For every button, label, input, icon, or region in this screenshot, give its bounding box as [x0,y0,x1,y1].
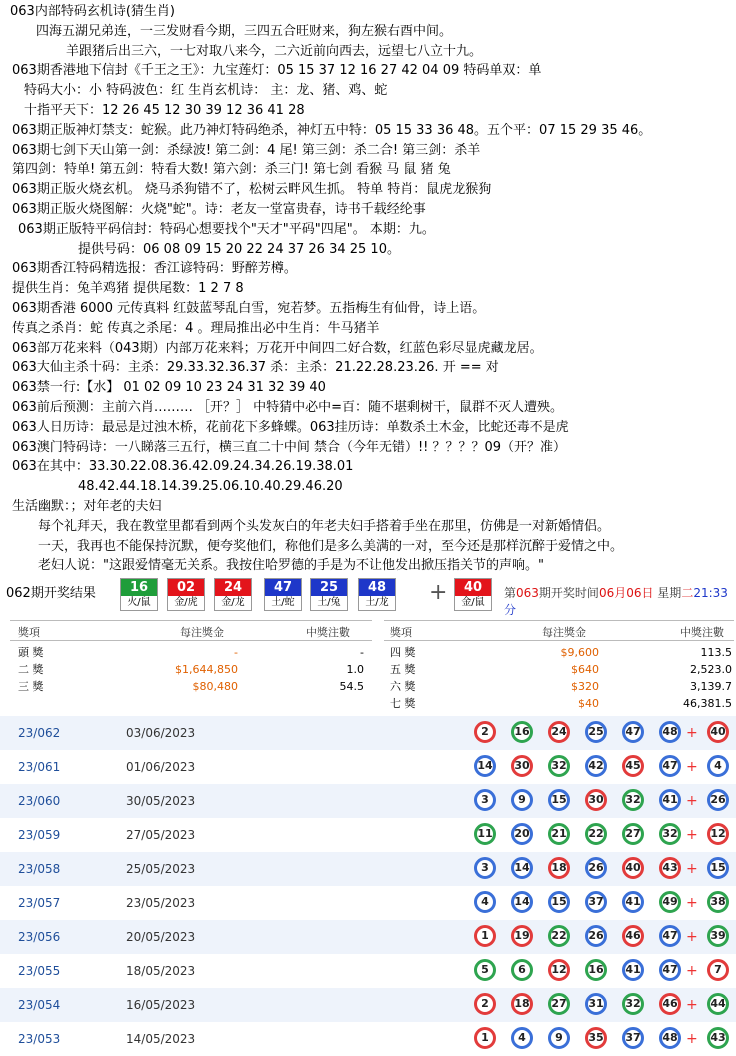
last-draw-ball [264,578,302,611]
history-ball: 19 [511,925,533,947]
draw-code: 23/054 [18,998,61,1012]
info-time: 21:33分 [504,586,728,617]
ball-number: 47 [265,579,301,596]
history-row [0,716,736,750]
history-ball: 1 [474,1027,496,1049]
history-ball: 22 [548,925,570,947]
ball-zodiac: 火/鼠 [127,597,151,608]
draw-code: 23/062 [18,726,61,740]
history-ball: 15 [548,891,570,913]
prize-header-amount-right: 每注獎金 [542,626,586,639]
draw-code: 23/061 [18,760,61,774]
ball-number: 24 [215,579,251,596]
prize-amount: $1,644,850 [175,663,238,676]
draw-date: 16/05/2023 [126,998,196,1012]
info-pre: 第 [504,586,517,600]
history-ball: 47 [622,721,644,743]
text-line: 063期正版特平码信封：特码心想要找个"天才"平码"四尾"。 本期：九。 [18,221,435,237]
info-weekday: 二 [681,586,694,600]
last-draw-ball [310,578,348,611]
last-draw-title: 062期开奖结果 [6,586,96,601]
text-line: 063澳门特码诗：一八睇落三五行，横三直二十中间 禁合（今年无错）!! ？？？？09（开？准） [12,439,567,455]
last-draw-ball [120,578,158,611]
ball-zodiac: 土/兔 [317,597,341,608]
history-ball: 45 [622,755,644,777]
history-ball: 3 [474,789,496,811]
ball-number: 16 [121,579,157,596]
prize-item: 四 獎 [390,646,416,659]
ball-zodiac: 土/龙 [365,597,389,608]
history-ball: 41 [659,789,681,811]
text-line: 十指平天下：12 26 45 12 30 39 12 36 41 28 [24,103,305,118]
history-ball: 35 [585,1027,607,1049]
history-ball: 32 [659,823,681,845]
text-line: 063部万花来料（043期）内部万花来料；万花开中间四二好合数，红蓝色彩尽显虎藏龙居。 [12,340,543,356]
draw-code: 23/057 [18,896,61,910]
prize-amount: $640 [571,663,599,676]
draw-date: 01/06/2023 [126,760,196,774]
text-line: 老妇人说："这跟爱情毫无关系。我按住哈罗德的手是为不让他发出掀压指关节的声响。" [38,558,544,574]
text-line: 063人日历诗：最忌是过浊木桥，花前花下多蜂蝶。063挂历诗：单数杀土木金，比蛇还毒不是虎 [12,419,569,435]
history-ball: 9 [548,1027,570,1049]
text-line: 063前后预测：主前六肖……… ［开？］ 中特猜中必中=百：随不堪剩树干，鼠群不灭人遭殃。 [12,400,563,415]
history-ball: 22 [585,823,607,845]
history-row [0,750,736,784]
history-ball: 14 [511,857,533,879]
ball-zodiac: 土/蛇 [271,597,295,608]
history-ball: 37 [585,891,607,913]
history-ball: 3 [474,857,496,879]
plus-sign: + [686,895,698,911]
history-ball: 2 [474,993,496,1015]
ball-zodiac: 金/龙 [221,597,245,608]
last-draw-strip [0,576,736,617]
history-ball: 20 [511,823,533,845]
text-line: 063禁一行:【水】 01 02 09 10 23 24 31 32 39 40 [12,380,326,396]
plus-sign: + [686,1031,698,1047]
plus-sign: + [686,725,698,741]
plus-sign: + [686,759,698,775]
history-ball: 41 [622,891,644,913]
draw-date: 30/05/2023 [126,794,196,808]
draw-code: 23/055 [18,964,61,978]
draw-date: 18/05/2023 [126,964,196,978]
history-ball: 41 [622,959,644,981]
draw-code: 23/060 [18,794,61,808]
history-ball: 14 [511,891,533,913]
text-line: 48.42.44.18.14.39.25.06.10.40.29.46.20 [78,479,343,495]
history-ball: 31 [585,993,607,1015]
plus-sign: + [686,793,698,809]
text-line: 063期正版火烧图解：火烧"蛇"。诗：老友一堂富贵春，诗书千载经纶事 [12,202,426,217]
history-ball: 32 [548,755,570,777]
text-line: 063期正版神灯禁支：蛇猴。此乃神灯特码绝杀，神灯五中特：05 15 33 36 48。五个平：07 15 29 35 46。 [12,122,652,138]
text-line: 提供号码：06 08 09 15 20 22 24 37 26 34 25 10。 [78,241,400,257]
info-period: 063 [516,586,539,600]
prize-item: 二 獎 [18,663,44,676]
text-line: 每个礼拜天，我在教堂里都看到两个头发灰白的年老夫妇手搭着手坐在那里，仿佛是一对新婚情侣。 [38,518,611,534]
prize-item: 頭 獎 [18,646,44,659]
history-ball: 43 [659,857,681,879]
history-special-ball: 26 [707,789,729,811]
text-line: 提供生肖：兔羊鸡猪 提供尾数：1 2 7 8 [12,281,244,297]
history-ball: 12 [548,959,570,981]
draw-date: 03/06/2023 [126,726,196,740]
plus-sign: + [429,580,448,605]
text-line: 063期香港 6000 元传真料 红鼓蓝琴乱白雪，宛若梦。五指梅生有仙骨，诗上语。 [12,301,486,316]
history-ball: 32 [622,789,644,811]
last-draw-ball [358,578,396,611]
text-line: 第四剑：特单! 第五剑：特看大数! 第六剑：杀三门! 第七剑 看猴 马 鼠 猪 兔 [12,162,451,178]
history-ball: 2 [474,721,496,743]
draw-code: 23/059 [18,828,61,842]
prize-count: 54.5 [339,680,364,693]
prize-amount: $40 [578,697,599,710]
history-row [0,852,736,886]
history-special-ball: 15 [707,857,729,879]
ball-number: 25 [311,579,347,596]
history-ball: 47 [659,925,681,947]
history-row [0,954,736,988]
prize-count: 1.0 [346,663,364,676]
draw-code: 23/056 [18,930,61,944]
history-ball: 30 [511,755,533,777]
history-ball: 48 [659,721,681,743]
plus-sign: + [686,861,698,877]
history-ball: 24 [548,721,570,743]
history-row [0,988,736,1022]
history-ball: 18 [548,857,570,879]
history-ball: 46 [659,993,681,1015]
text-line: 063内部特码玄机诗(猜生肖) [10,4,175,19]
history-special-ball: 12 [707,823,729,845]
history-ball: 47 [659,959,681,981]
history-special-ball: 38 [707,891,729,913]
prize-amount: $9,600 [560,646,599,659]
history-ball: 27 [548,993,570,1015]
text-line: 063期七剑下天山第一剑：杀绿波! 第二剑：4 尾! 第三剑：杀二合! 第三剑：杀羊 [12,142,481,158]
text-line: 063期香港地下信封《千王之王》：九宝莲灯：05 15 37 12 16 27 42 04 09 特码单双：单 [12,63,542,79]
history-row [0,784,736,818]
history-special-ball: 40 [707,721,729,743]
text-line: 特码大小：小 特码波色：红 生肖玄机诗： 主：龙、猪、鸡、蛇 [24,83,388,99]
history-ball: 4 [511,1027,533,1049]
draw-code: 23/053 [18,1032,61,1046]
prize-count: 3,139.7 [690,680,732,693]
prize-item: 七 獎 [390,697,416,710]
prize-count: 2,523.0 [690,663,732,676]
history-ball: 9 [511,789,533,811]
text-line: 063期香江特码精选报：香江谚特码：野醉芳樽。 [12,261,297,277]
prize-table [0,612,736,712]
text-line: 063期正版火烧玄机。 烧马杀狗错不了，松树云畔风生抓。 特单 特肖：鼠虎龙猴狗 [12,182,492,198]
history-ball: 5 [474,959,496,981]
plus-sign: + [686,963,698,979]
plus-sign: + [686,929,698,945]
special-ball [454,578,492,611]
text-line: 一天，我再也不能保持沉默，便夸奖他们，称他们是多么美满的一对，至今还是那样沉醉于爱情之中。 [38,538,624,554]
ball-number: 48 [359,579,395,596]
prize-header-count: 中獎注數 [306,626,350,639]
history-ball: 6 [511,959,533,981]
history-row [0,886,736,920]
draw-date: 20/05/2023 [126,930,196,944]
history-row [0,920,736,954]
prize-header-amount: 每注獎金 [180,626,224,639]
last-draw-ball [167,578,205,611]
ball-zodiac: 金/鼠 [461,597,485,608]
last-draw-ball [214,578,252,611]
history-ball: 32 [622,993,644,1015]
history-ball: 37 [622,1027,644,1049]
history-ball: 26 [585,925,607,947]
history-ball: 18 [511,993,533,1015]
history-ball: 40 [622,857,644,879]
history-ball: 47 [659,755,681,777]
history-ball: 48 [659,1027,681,1049]
text-line: 生活幽默：；对年老的夫妇 [12,499,162,514]
history-row [0,818,736,852]
history-ball: 16 [585,959,607,981]
text-line: 四海五湖兄弟连，一三发财看今期，三四五合旺财来，狗左猴右酉中间。 [36,23,453,39]
history-ball: 30 [585,789,607,811]
text-line: 传真之杀肖：蛇 传真之杀尾：4 。理局推出必中生肖：牛马猪羊 [12,320,380,336]
history-ball: 1 [474,925,496,947]
ball-number: 02 [168,579,204,596]
draw-date: 14/05/2023 [126,1032,196,1046]
history-ball: 14 [474,755,496,777]
prize-count: 113.5 [700,646,732,659]
history-ball: 42 [585,755,607,777]
history-ball: 26 [585,857,607,879]
info-date: 06月06日 [598,586,654,600]
draw-date: 23/05/2023 [126,896,196,910]
history-ball: 49 [659,891,681,913]
history-ball: 15 [548,789,570,811]
history-ball: 21 [548,823,570,845]
ball-number: 40 [455,579,491,596]
info-mid: 期开奖时间 [538,586,599,600]
prize-amount: - [234,646,238,659]
draw-date: 25/05/2023 [126,862,196,876]
draw-code: 23/058 [18,862,61,876]
history-ball: 4 [474,891,496,913]
prize-item: 三 獎 [18,680,44,693]
text-line: 063大仙主杀十码：主杀：29.33.32.36.37 杀：主杀：21.22.28.23.26. 开 == 对 [12,360,499,376]
history-special-ball: 43 [707,1027,729,1049]
prize-header-item: 獎項 [18,626,40,639]
prize-amount: $320 [571,680,599,693]
history-ball: 16 [511,721,533,743]
history-ball: 11 [474,823,496,845]
history-ball: 25 [585,721,607,743]
prize-header-count-right: 中獎注數 [680,626,724,639]
info-week: 星期 [653,586,682,600]
text-line: 羊跟猪后出三六，一七对取八来今，二六近前向西去，远望七八立十九。 [66,43,483,59]
history-special-ball: 44 [707,993,729,1015]
history-ball: 46 [622,925,644,947]
history-special-ball: 7 [707,959,729,981]
prize-item: 六 獎 [390,680,416,693]
plus-sign: + [686,827,698,843]
plus-sign: + [686,997,698,1013]
prize-amount: $80,480 [192,680,238,693]
prize-count: - [360,646,364,659]
prize-item: 五 獎 [390,663,416,676]
text-line: 063在其中：33.30.22.08.36.42.09.24.34.26.19.38.01 [12,459,354,475]
history-special-ball: 39 [707,925,729,947]
history-ball: 27 [622,823,644,845]
draw-date: 27/05/2023 [126,828,196,842]
history-special-ball: 4 [707,755,729,777]
history-row [0,1022,736,1056]
ball-zodiac: 金/虎 [174,597,198,608]
prize-header-item-right: 獎項 [390,626,412,639]
prize-count: 46,381.5 [683,697,732,710]
